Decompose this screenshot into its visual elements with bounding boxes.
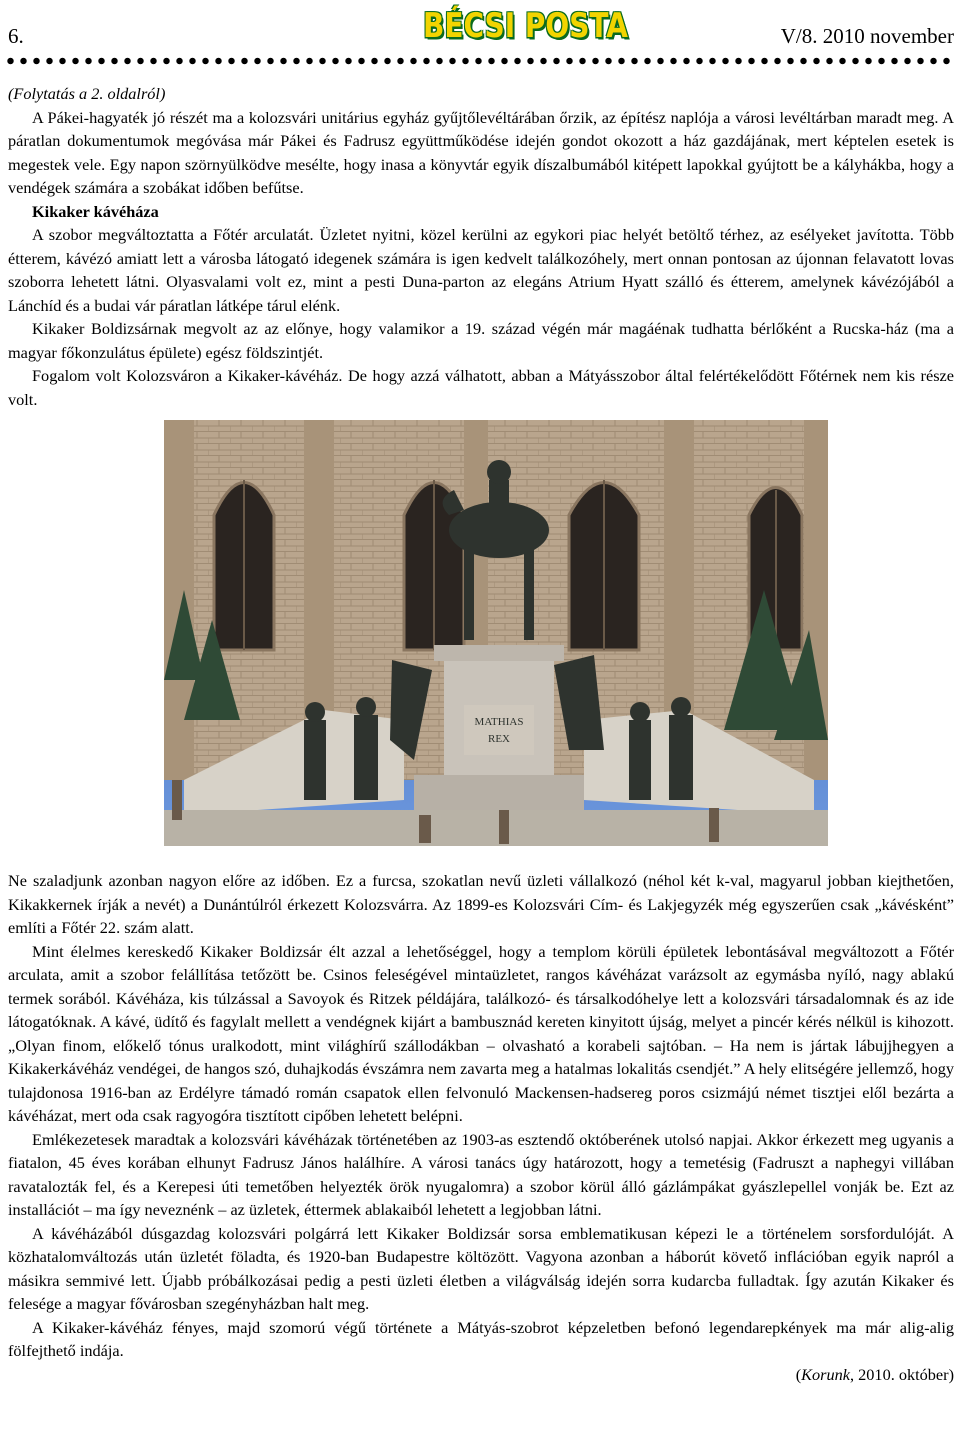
- lower-section: [8, 869, 954, 1386]
- statue-photo: [164, 420, 828, 846]
- masthead-logo: BÉCSI POSTA: [423, 6, 628, 46]
- issue-info: V/8. 2010 november: [780, 24, 954, 48]
- intro-section: [8, 82, 954, 411]
- subheading: Kikaker kávéháza: [32, 201, 159, 221]
- paragraph: Kikaker Boldizsárnak megvolt az az előnye, hogy valamikor a 19. század végén már magáénak tudhatta bérlőként a Rucska-ház (ma a magyar főkonzulátus épülete) egész földszintjét.: [8, 319, 954, 362]
- paragraph: A Pákei-hagyaték jó részét ma a kolozsvári unitárius egyház gyűjtőlevéltárában őrzik, az építész naplója a városi levéltárban maradt meg. A páratlan dokumentumok megóvása már Pákei és Fadrusz együttműködése idején gondot okozott a ház gazdájának, mert képtelen esetek is megestek vele. Egy napon szörnyülködve mesélte, hogy inasa a könyvtár egyik díszalbumából kitépett lapokkal gyújtott be a kályhákba, hogy a vendégek számára a szobákat időben befűtse.: [8, 107, 954, 197]
- plaque-text-1: MATHIAS: [474, 716, 524, 728]
- paragraph: Fogalom volt Kolozsváron a Kikaker-kávéház. De hogy azzá válhatott, abban a Mátyásszobor által felértékelődött Főtérnek nem kis része volt.: [8, 366, 954, 409]
- paragraph: A Kikaker-kávéház fényes, majd szomorú végű története a Mátyás-szobrot képzeletben befonó legendarepkények ma már alig-alig fölfejthető indája.: [8, 1317, 954, 1360]
- paragraph: Ne szaladjunk azonban nagyon előre az időben. Ez a furcsa, szokatlan nevű üzleti vállalkozó (néhol két k-val, magyarul jobban kiejthetően, Kikakkernek írják a nevét) a Dunántúlról érkezett Kolozsvárra. Az 1899-es Kolozsvári Cím- és Lakjegyzék még egyszerűen csak „kávésként” említi a Főtér 22. szám alatt.: [8, 871, 954, 937]
- dotted-divider: [4, 56, 956, 66]
- paragraph: Emlékezetesek maradtak a kolozsvári kávéházak történetében az 1903-as esztendő októberének utolsó napjai. Akkor érkezett meg ugyanis a fiatalon, 45 éves korában elhunyt Fadrusz János halálhíre. A városi tanács úgy határozott, hogy a temetésig (Fadruszt a naphegyi villában ravatalozták fel, és a Kerepesi úti temetőben helyezték örök nyugalomra) a szobor körül álló gázlámpákat gyászlepellel vonják be. Ezt az installációt – ma így neveznénk – az üzletek, éttermek ablakaiból lehetett a legjobban látni.: [8, 1129, 954, 1219]
- page-header: [8, 6, 954, 50]
- plaque-text-2: REX: [488, 733, 510, 745]
- credit-source: Korunk: [801, 1364, 850, 1384]
- paragraph: Mint élelmes kereskedő Kikaker Boldizsár élt azzal a lehetőséggel, hogy a templom körüli épületek lebontásával megváltozott a Főtér arculata, amit a szobor felállítása tetőzött be. Csinos feleségével mintaüzletet, rangos kávéházat varázsolt az egymásba nyíló, nagy ablakú termek sorából. Kávéháza, kis túlzással a Savoyok és Ritzek példájára, találkozó- és társalkodóhelye lett a kolozsvári társadalomnak és az ide látogatóknak. A kávé, üdítő és fagylalt mellett a vendégnek kijárt a bambusznád kereten kinyitott újság, melyet a pincér kérés nélkül is kihozott. „Olyan finom, előkelő tónus uralkodott, mint világhírű szállodákban – olvasható a korabeli sajtóban. – Ha nem is jártak lábujjhegyen a Kikakerkávéház vendégei, de hangos szó, duhajkodás évszámra nem zavarta meg a hatalmas lokalitás csendjét.” A hely elitségére jellemző, hogy tulajdonosa 1916-ban az Erdélyre támadó román csapatok ellen felvonuló Mackensen-hadsereg poros csizmájú német tisztjei elől bezárta a kávéházat, mert oda csak ragyogóra tisztított cipőben lehetett belépni.: [8, 941, 954, 1125]
- paragraph: A szobor megváltoztatta a Főtér arculatát. Üzletet nyitni, közel kerülni az egykori piac helyét betöltő térhez, az esélyeket javította. Több étterem, kávézó amiatt lett a városba látogató idegenek számára is igen kedvelt találkozóhely, mert onnan pontosan az újonnan felavatott lovas szoborra lehetett látni. Olyasvalami volt ez, mint a pesti Duna-parton az elegáns Atrium Hyatt szálló és étterem, amelynek kávézójából a Lánchíd és a budai vár páratlan látképe tárul elénk.: [8, 225, 954, 315]
- paragraph: A kávéházából dúsgazdag kolozsvári polgárrá lett Kikaker Boldizsár sorsa emblematikusan képezi le a történelem sorsfordulóját. A közhatalomváltozás után üzletét föladta, és 1920-ban Budapestre költözött. Vagyona azonban a háborút követő inflációban egyik napról a másikra semmivé lett. Újabb próbálkozásai pedig a pesti üzleti életben a világválság idején sorra kudarcba fulladtak. Így azután Kikaker és felesége a magyar fővárosban szegényházban halt meg.: [8, 1223, 954, 1313]
- credit-date: , 2010. október: [850, 1364, 949, 1384]
- page-number: 6.: [8, 24, 24, 48]
- source-credit: (Korunk, 2010. október): [795, 1364, 954, 1384]
- continuation-note: (Folytatás a 2. oldalról): [8, 84, 166, 103]
